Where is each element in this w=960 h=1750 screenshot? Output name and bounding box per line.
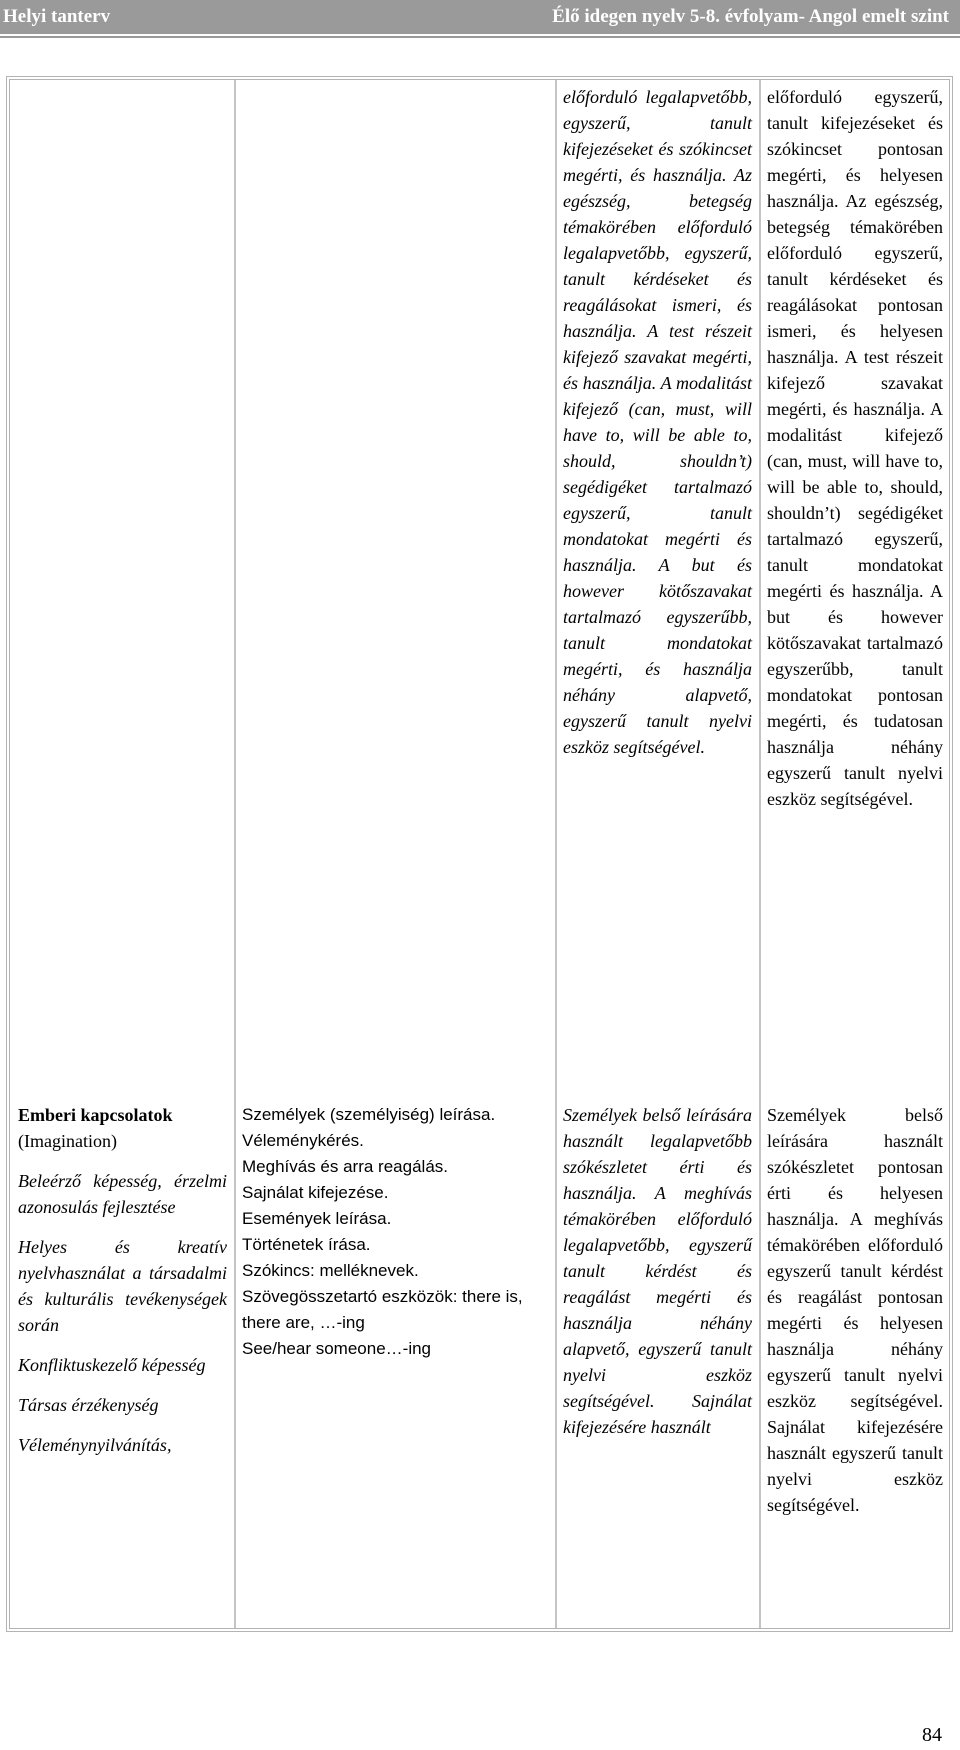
column-content [234,80,555,1628]
column-minimum-requirements [555,80,759,1628]
content-line: Személyek (személyiség) leírása. [242,1105,496,1124]
topic-item: Beleérző képesség, érzelmi azonosulás fejlesztése [18,1171,227,1217]
content-line: Történetek írása. [242,1235,371,1254]
header-left-title: Helyi tanterv [3,6,111,27]
header-rule [0,36,960,38]
topic-cell [10,1102,234,1458]
header-right-title: Élő idegen nyelv 5-8. évfolyam- Angol emelt szint [552,6,949,27]
curriculum-table [6,76,953,1632]
topic-item: Véleménynyilvánítás, [18,1435,172,1455]
topic-title: Emberi kapcsolatok [18,1105,173,1125]
requirement-text-bottom: Személyek belső leírására használt legalapvetőbb szókészletet érti és használja. A meghívás témakörében előforduló legalapvetőbb, egyszerű tanult kérdést és reagálást megérti és használja néhány alapvető, egyszerű tanult nyelvi eszköz segítségével. Sajnálat kifejezésére használt [563,1105,752,1437]
column-advanced-requirements [759,80,949,1628]
content-line: Véleménykérés. [242,1131,364,1150]
content-line: Szövegösszetartó eszközök: there is, there are, …-ing [242,1287,523,1332]
topic-item: Helyes és kreatív nyelvhasználat a társadalmi és kulturális tevékenységek során [18,1237,227,1335]
content-line: Események leírása. [242,1209,392,1228]
content-line: Sajnálat kifejezése. [242,1183,389,1202]
content-line: See/hear someone…-ing [242,1339,432,1358]
page-number: 84 [922,1724,942,1746]
content-cell [236,1102,555,1362]
requirement-text-top: előforduló legalapvetőbb, egyszerű, tanult kifejezéseket és szókincset megérti, és használja. Az egészség, betegség témakörében előforduló legalapvetőbb, egyszerű, tanult kérdéseket és reagálásokat ismeri, és használja. A test részeit kifejező szavakat megérti, és használja. A modalitást kifejező (can, must, will have to, will be able to, should, shouldn’t) segédigéket tartalmazó egyszerű, tanult mondatokat megérti és használja. A but és however kötőszavakat tartalmazó egyszerűbb, tanult mondatokat megérti, és használja néhány alapvető, egyszerű tanult nyelvi eszköz segítségével. [563,87,752,757]
column-topic [10,80,234,1628]
topic-item: Társas érzékenység [18,1395,159,1415]
advanced-text-top: előforduló egyszerű, tanult kifejezéseket és szókincset pontosan megérti, és helyesen használja. Az egészség, betegség témakörében előforduló egyszerű, tanult kérdéseket és reagálásokat pontosan ismeri, és helyesen használja. A test részeit kifejező szavakat megérti, és használja. A modalitást kifejező (can, must, will have to, will be able to, should, shouldn’t) segédigéket tartalmazó egyszerű, tanult mondatokat megérti és használja. A but és however kötőszavakat tartalmazó egyszerűbb, tanult mondatokat pontosan megérti, és tudatosan használja néhány egyszerű tanult nyelvi eszköz segítségével. [767,87,943,809]
page-header [0,0,960,34]
content-line: Szókincs: melléknevek. [242,1261,419,1280]
topic-subtitle: (Imagination) [18,1131,117,1151]
advanced-text-bottom: Személyek belső leírására használt szókészletet pontosan érti és helyesen használja. A meghívás témakörében előforduló egyszerű tanult kérdést és reagálást pontosan megérti és helyesen használja néhány egyszerű tanult nyelvi eszköz segítségével. Sajnálat kifejezésére használt egyszerű tanult nyelvi eszköz segítségével. [767,1105,943,1515]
content-line: Meghívás és arra reagálás. [242,1157,448,1176]
topic-item: Konfliktuskezelő képesség [18,1355,206,1375]
